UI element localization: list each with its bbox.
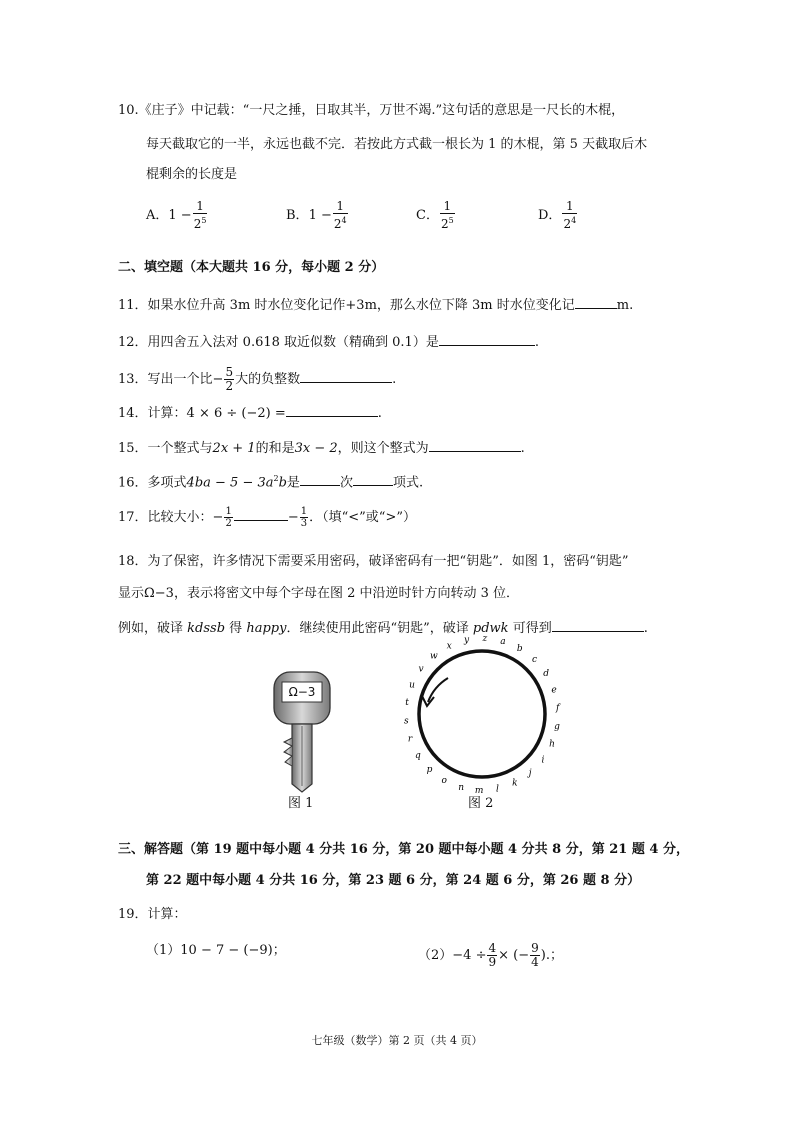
wheel-letter-n: n xyxy=(458,783,464,794)
wheel-letter-x: x xyxy=(446,641,452,652)
q19-part2: （2）−4 ÷ $\frac{4}{9}$ × (− $\frac{9}{4}$ ).； xyxy=(418,941,563,969)
wheel-letter-h: h xyxy=(549,739,555,750)
wheel-letter-o: o xyxy=(441,775,447,786)
wheel-letter-y: y xyxy=(464,635,470,646)
figure-1-caption: 图 1 xyxy=(288,796,314,811)
q16-answer-blank-1 xyxy=(300,471,340,486)
section2-title: 二、填空题（本大题共 16 分，每小题 2 分） xyxy=(118,260,385,275)
wheel-letter-d: d xyxy=(543,669,549,680)
wheel-letter-g: g xyxy=(554,722,560,732)
q15-answer-blank xyxy=(429,437,521,452)
wheel-letter-j: j xyxy=(528,768,532,779)
q12: 12．用四舍五入法对 0.618 取近似数（精确到 0.1）是 . xyxy=(118,331,539,352)
wheel-letter-r: r xyxy=(407,734,413,745)
wheel-letter-f: f xyxy=(556,703,560,714)
page-footer: 七年级（数学）第 2 页（共 4 页） xyxy=(311,1034,483,1047)
cipher-wheel-figure xyxy=(392,634,572,794)
q10-option-c: C． $\frac{1}{2^5}$ xyxy=(416,199,454,231)
q11-answer-blank xyxy=(575,294,617,309)
wheel-letter-b: b xyxy=(516,644,523,655)
q16-answer-blank-2 xyxy=(353,471,393,486)
wheel-letter-t: t xyxy=(405,698,409,708)
counterclockwise-arrow xyxy=(428,678,448,702)
figure-2-caption: 图 2 xyxy=(468,796,494,811)
section3-line1: 三、解答题（第 19 题中每小题 4 分共 16 分，第 20 题中每小题 4 分共 8 分，第 21 题 4 分， xyxy=(118,842,689,857)
q10-option-d: D． $\frac{1}{2^4}$ xyxy=(538,199,577,231)
q18-answer-blank xyxy=(552,617,644,632)
wheel-letter-a: a xyxy=(500,636,506,647)
q10-line1: 10.《庄子》中记载：“一尺之捶，日取其半，万世不竭.”这句话的意思是一尺长的木棍， xyxy=(118,103,625,118)
wheel-letter-q: q xyxy=(415,750,421,761)
q13: 13．写出一个比− $\frac{5}{2}$ 大的负整数 . xyxy=(118,365,397,393)
q18-line2: 显示Ω−3，表示将密文中每个字母在图 2 中沿逆时针方向转动 3 位． xyxy=(118,586,520,601)
q12-answer-blank xyxy=(439,331,535,346)
q17-answer-blank xyxy=(234,506,288,521)
q18-line1: 18．为了保密，许多情况下需要采用密码，破译密码有一把“钥匙”．如图 1，密码“钥匙” xyxy=(118,554,629,569)
q18-line3: 例如，破译 kdssb 得 happy．继续使用此密码“钥匙”，破译 pdwk 可得到 . xyxy=(118,617,648,638)
section3-line2: 第 22 题中每小题 4 分共 16 分，第 23 题 6 分，第 24 题 6 分，第 26 题 8 分） xyxy=(146,873,641,888)
wheel-letter-c: c xyxy=(531,655,538,665)
q16: 16．多项式$4ba - 5 - 3a^2b$是 次 项式. xyxy=(118,470,423,492)
q10-line3: 棍剩余的长度是 xyxy=(146,167,238,182)
q19-part1: （1）10 − 7 − (−9)； xyxy=(146,943,286,958)
wheel-letter-l: l xyxy=(495,784,499,794)
wheel-letter-e: e xyxy=(551,685,557,696)
q11: 11．如果水位升高 3m 时水位变化记作+3m，那么水位下降 3m 时水位变化记 m. xyxy=(118,294,633,315)
q10-option-a: A．1 − $\frac{1}{2^5}$ xyxy=(146,199,207,231)
wheel-letter-m: m xyxy=(474,785,484,794)
q10-line2: 每天截取它的一半，永远也截不完．若按此方式截一根长为 1 的木棍，第 5 天截取后木 xyxy=(146,137,648,152)
q19-title: 19．计算： xyxy=(118,907,187,922)
wheel-letter-i: i xyxy=(541,755,545,766)
q10-option-b: B．1 − $\frac{1}{2^4}$ xyxy=(286,199,347,231)
wheel-letter-w: w xyxy=(429,651,438,662)
wheel-letter-u: u xyxy=(409,680,415,691)
q17: 17．比较大小：− $\frac{1}{2}$ − $\frac{1}{3}$ ．（填“<”或“>”） xyxy=(118,506,416,529)
cipher-circle xyxy=(419,651,545,777)
wheel-letter-z: z xyxy=(482,634,488,645)
wheel-letter-k: k xyxy=(512,778,518,789)
wheel-letter-p: p xyxy=(426,765,433,775)
wheel-letter-v: v xyxy=(418,664,424,675)
q13-answer-blank xyxy=(300,368,392,383)
key-label: Ω−3 xyxy=(288,685,316,699)
wheel-letter-s: s xyxy=(403,716,409,727)
q15: 15．一个整式与2x + 1的和是3x − 2，则这个整式为 . xyxy=(118,437,525,458)
q14-answer-blank xyxy=(286,402,378,417)
q14: 14．计算：4 × 6 ÷ (−2) = . xyxy=(118,402,382,423)
